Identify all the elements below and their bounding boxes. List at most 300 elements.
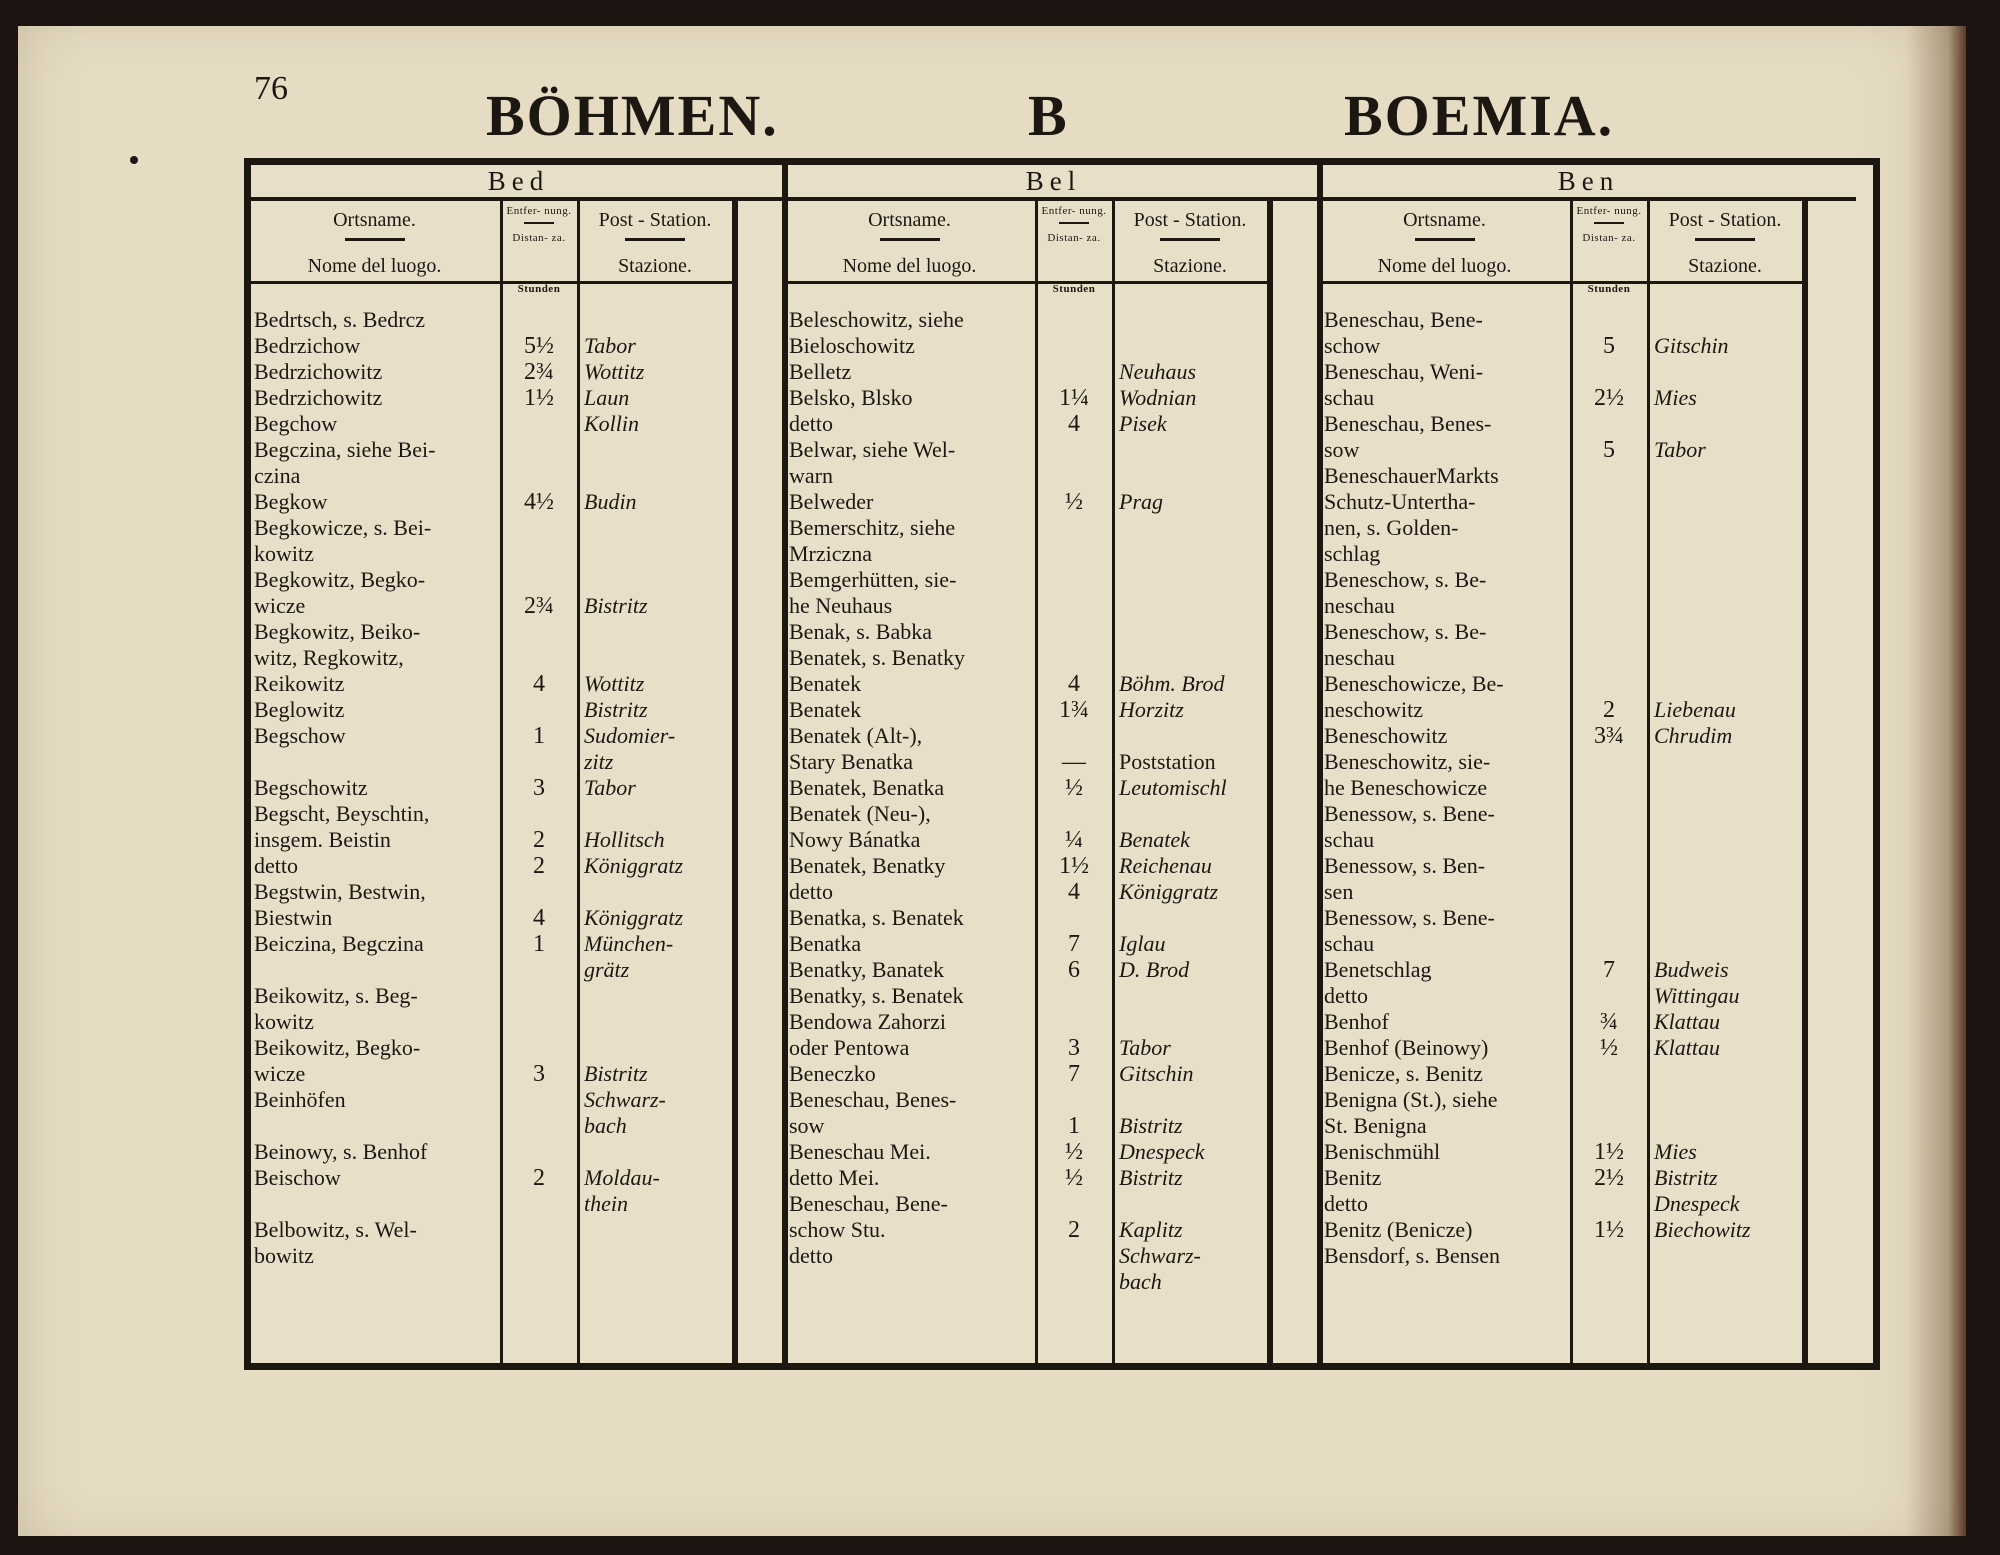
distance-value: 3 <box>1068 1035 1080 1061</box>
table-row <box>1321 1035 1856 1061</box>
table-row <box>1321 489 1856 515</box>
distance-value: 3 <box>533 1061 545 1087</box>
header-divider <box>1321 281 1804 284</box>
table-row <box>1321 463 1856 489</box>
table-row <box>251 1035 786 1061</box>
margin-dot <box>130 156 138 164</box>
post-station: Schwarz- <box>1119 1243 1201 1268</box>
column-header-top: Entfer- nung. <box>1041 205 1107 217</box>
distance-value: 2¾ <box>524 593 554 619</box>
place-name: schau <box>1324 385 1375 410</box>
table-row <box>1321 619 1856 645</box>
place-name: detto <box>254 853 298 878</box>
table-row <box>251 489 786 515</box>
distance-value: 1 <box>533 931 545 957</box>
post-station: Wottitz <box>584 671 645 696</box>
place-name: Benhof <box>1324 1009 1389 1034</box>
place-name: Bedrzichowitz <box>254 359 383 384</box>
table-row <box>1321 1113 1856 1139</box>
table-row <box>786 515 1321 541</box>
column-header-bottom: Distan- za. <box>1582 232 1636 244</box>
place-name: Beneczko <box>789 1061 876 1086</box>
place-name: Mrziczna <box>789 541 873 566</box>
column-header-bottom: Stazione. <box>1688 255 1762 277</box>
place-name: Benessow, s. Ben- <box>1324 853 1486 878</box>
table-row <box>251 983 786 1009</box>
header-rule <box>880 238 940 241</box>
place-name: Belsko, Blsko <box>789 385 913 410</box>
place-name: Beiczina, Begczina <box>254 931 424 956</box>
post-station: Wottitz <box>584 359 645 384</box>
section-title: Bed <box>251 165 786 201</box>
table-row <box>1321 931 1856 957</box>
table-row <box>251 411 786 437</box>
table-row <box>1321 333 1856 359</box>
table-rows <box>1321 307 1856 1269</box>
post-station: Bistritz <box>1654 1165 1718 1190</box>
table-row <box>1321 749 1856 775</box>
post-station: Gitschin <box>1654 333 1729 358</box>
place-name: Bemgerhütten, sie- <box>789 567 957 592</box>
post-station: bach <box>584 1113 627 1138</box>
column-header-top: Ortsname. <box>1403 209 1486 231</box>
place-name: Reikowitz <box>254 671 345 696</box>
table-row <box>251 1165 786 1191</box>
post-station: München- <box>584 931 674 956</box>
distance-value: 1½ <box>524 385 554 411</box>
table-row <box>251 1113 786 1139</box>
table-row <box>1321 1165 1856 1191</box>
table-row <box>1321 515 1856 541</box>
header-divider <box>786 281 1269 284</box>
table-row <box>251 853 786 879</box>
place-name: Bemerschitz, siehe <box>789 515 956 540</box>
column-header-bottom: Nome del luogo. <box>1377 255 1512 277</box>
table-row <box>786 1061 1321 1087</box>
place-name: Begkowitz, Begko- <box>254 567 426 592</box>
post-station: Bistritz <box>1119 1113 1183 1138</box>
distance-value: ½ <box>1065 775 1083 801</box>
post-station: Wittingau <box>1654 983 1740 1008</box>
place-name: schau <box>1324 827 1375 852</box>
place-name: Benessow, s. Bene- <box>1324 801 1495 826</box>
post-station: Pisek <box>1119 411 1167 436</box>
table-row <box>1321 359 1856 385</box>
page-number: 76 <box>254 70 288 107</box>
table-row <box>1321 1217 1856 1243</box>
place-name: sen <box>1324 879 1354 904</box>
table-row <box>786 1139 1321 1165</box>
distance-value: 4½ <box>524 489 554 515</box>
post-station: thein <box>584 1191 628 1216</box>
table-row <box>251 879 786 905</box>
distance-value: 5 <box>1603 333 1615 359</box>
place-name: Begschowitz <box>254 775 368 800</box>
table-row <box>251 931 786 957</box>
place-name: wicze <box>254 593 306 618</box>
place-name: Bieloschowitz <box>789 333 915 358</box>
place-name: Benak, s. Babka <box>789 619 932 644</box>
post-station: Tabor <box>584 333 636 358</box>
post-station: Bistritz <box>584 697 648 722</box>
table-row <box>251 1061 786 1087</box>
distance-value: ½ <box>1065 1139 1083 1165</box>
distance-value: 2 <box>1603 697 1615 723</box>
place-name: Benessow, s. Bene- <box>1324 905 1495 930</box>
column-header-top: Entfer- nung. <box>1576 205 1642 217</box>
place-name: Benicze, s. Benitz <box>1324 1061 1483 1086</box>
post-station: Königgratz <box>584 905 684 930</box>
distance-value: 2 <box>533 853 545 879</box>
place-name: Benischmühl <box>1324 1139 1441 1164</box>
place-name: sow <box>789 1113 825 1138</box>
place-name: Benatka <box>789 931 862 956</box>
place-name: kowitz <box>254 1009 314 1034</box>
table-row <box>786 333 1321 359</box>
distance-value: ½ <box>1065 489 1083 515</box>
post-station: Chrudim <box>1654 723 1733 748</box>
column-header-bottom: Distan- za. <box>1047 232 1101 244</box>
unit-label: Stunden <box>1052 283 1096 295</box>
table-row <box>1321 385 1856 411</box>
place-name: Begkow <box>254 489 328 514</box>
place-name: czina <box>254 463 301 488</box>
place-name: Beneschowitz, sie- <box>1324 749 1491 774</box>
post-station: Böhm. Brod <box>1119 671 1225 696</box>
post-station: Budin <box>584 489 637 514</box>
table-row <box>1321 801 1856 827</box>
table-row <box>1321 1009 1856 1035</box>
table-row <box>251 827 786 853</box>
place-name: he Neuhaus <box>789 593 893 618</box>
section-title: Ben <box>1321 165 1856 201</box>
post-station: Kollin <box>584 411 640 436</box>
table-row <box>1321 671 1856 697</box>
place-name: Belwar, siehe Wel- <box>789 437 956 462</box>
place-name: Nowy Bánatka <box>789 827 921 852</box>
place-name: Bensdorf, s. Bensen <box>1324 1243 1500 1268</box>
place-name: Benatek <box>789 697 862 722</box>
place-name: schau <box>1324 931 1375 956</box>
table-row <box>786 1113 1321 1139</box>
table-row <box>786 593 1321 619</box>
post-station: Mies <box>1654 385 1697 410</box>
distance-value: 5 <box>1603 437 1615 463</box>
place-name: kowitz <box>254 541 314 566</box>
column-header-top: Post - Station. <box>598 209 712 231</box>
place-name: Schutz-Untertha- <box>1324 489 1476 514</box>
distance-value: 1½ <box>1594 1139 1624 1165</box>
unit-label: Stunden <box>1587 283 1631 295</box>
table-row <box>1321 541 1856 567</box>
table-row <box>786 697 1321 723</box>
place-name: Benitz <box>1324 1165 1382 1190</box>
distance-value: 6 <box>1068 957 1080 983</box>
table-row <box>1321 437 1856 463</box>
table-row <box>251 957 786 983</box>
place-name: Benatky, s. Benatek <box>789 983 964 1008</box>
table-row <box>786 723 1321 749</box>
section-title: Bel <box>786 165 1321 201</box>
column-header <box>1038 201 1110 279</box>
place-name: Belweder <box>789 489 874 514</box>
place-name: neschowitz <box>1324 697 1423 722</box>
place-name: schlag <box>1324 541 1381 566</box>
place-name: Beleschowitz, siehe <box>789 307 964 332</box>
section-bel <box>786 165 1321 1363</box>
table-row <box>1321 307 1856 333</box>
table-row <box>251 723 786 749</box>
post-station: Laun <box>584 385 630 410</box>
place-name: detto <box>1324 1191 1368 1216</box>
place-name: Bedrzichow <box>254 333 361 358</box>
place-name: Benatek, s. Benatky <box>789 645 965 670</box>
table-row <box>251 515 786 541</box>
header-rule <box>1160 238 1220 241</box>
column-header-bottom: Nome del luogo. <box>842 255 977 277</box>
place-name: Beneschau, Benes- <box>1324 411 1492 436</box>
place-name: detto <box>1324 983 1368 1008</box>
table-row <box>1321 983 1856 1009</box>
table-row <box>786 489 1321 515</box>
table-row <box>1321 1191 1856 1217</box>
column-header-bottom: Stazione. <box>1153 255 1227 277</box>
table-row <box>1321 879 1856 905</box>
table-row <box>786 749 1321 775</box>
distance-value: 4 <box>533 905 545 931</box>
table-row <box>786 1243 1321 1269</box>
book-spine-shadow <box>1906 26 1966 1536</box>
place-name: Bedrtsch, s. Bedrcz <box>254 307 426 332</box>
place-name: Benatek, Benatky <box>789 853 946 878</box>
table-row <box>251 697 786 723</box>
place-name: BeneschauerMarkts <box>1324 463 1499 488</box>
distance-value: 1¼ <box>1059 385 1089 411</box>
table-row <box>1321 593 1856 619</box>
post-station: Horzitz <box>1119 697 1184 722</box>
place-name: sow <box>1324 437 1360 462</box>
place-name: oder Pentowa <box>789 1035 910 1060</box>
column-header <box>1573 201 1645 279</box>
place-name: Beneschau Mei. <box>789 1139 931 1164</box>
place-name: Benatek (Neu-), <box>789 801 931 826</box>
table-row <box>1321 411 1856 437</box>
column-header-bottom: Nome del luogo. <box>307 255 442 277</box>
place-name: Beneschau, Bene- <box>1324 307 1483 332</box>
table-row <box>1321 957 1856 983</box>
post-station: Leutomischl <box>1119 775 1227 800</box>
column-header <box>1650 201 1800 279</box>
table-row <box>1321 567 1856 593</box>
column-header-top: Post - Station. <box>1133 209 1247 231</box>
post-station: Dnespeck <box>1654 1191 1740 1216</box>
header-italian: BOEMIA. <box>1344 83 1615 148</box>
table-row <box>251 567 786 593</box>
table-row <box>786 541 1321 567</box>
post-station: Wodnian <box>1119 385 1197 410</box>
post-station: D. Brod <box>1119 957 1190 982</box>
header-rule <box>1415 238 1475 241</box>
distance-value: 3¾ <box>1594 723 1624 749</box>
table-row <box>786 853 1321 879</box>
table-row <box>786 775 1321 801</box>
table-row <box>251 775 786 801</box>
table-row <box>786 879 1321 905</box>
post-station: Reichenau <box>1119 853 1212 878</box>
post-station: Moldau- <box>584 1165 660 1190</box>
distance-value: 1 <box>1068 1113 1080 1139</box>
distance-value: 1½ <box>1594 1217 1624 1243</box>
place-name: Belbowitz, s. Wel- <box>254 1217 417 1242</box>
place-name: Beikowitz, Begko- <box>254 1035 421 1060</box>
header-german: BÖHMEN. <box>486 83 779 148</box>
distance-value: — <box>1062 749 1086 775</box>
table-row <box>251 359 786 385</box>
place-name: Beneschau, Weni- <box>1324 359 1484 384</box>
table-row <box>1321 1087 1856 1113</box>
table-row <box>786 359 1321 385</box>
table-row <box>1321 697 1856 723</box>
table-row <box>1321 1139 1856 1165</box>
distance-value: 2 <box>1068 1217 1080 1243</box>
table-row <box>786 1165 1321 1191</box>
place-name: Beikowitz, s. Beg- <box>254 983 418 1008</box>
distance-value: 2½ <box>1594 385 1624 411</box>
place-name: Begkowitz, Beiko- <box>254 619 421 644</box>
distance-value: 2½ <box>1594 1165 1624 1191</box>
table-row <box>786 437 1321 463</box>
table-row <box>251 1243 786 1269</box>
table-row <box>786 619 1321 645</box>
table-row <box>251 619 786 645</box>
post-station: Klattau <box>1654 1009 1721 1034</box>
table-row <box>1321 775 1856 801</box>
table-row <box>786 957 1321 983</box>
place-name: Beneschau, Benes- <box>789 1087 957 1112</box>
post-station: Bistritz <box>1119 1165 1183 1190</box>
distance-value: 7 <box>1068 1061 1080 1087</box>
header-letter: B <box>1028 83 1069 148</box>
table-row <box>1321 723 1856 749</box>
post-station: Bistritz <box>584 1061 648 1086</box>
post-station: Hollitsch <box>584 827 665 852</box>
post-station: Dnespeck <box>1119 1139 1205 1164</box>
distance-value: ¼ <box>1065 827 1083 853</box>
table-row <box>1321 1061 1856 1087</box>
place-name: insgem. Beistin <box>254 827 391 852</box>
table-row <box>251 1009 786 1035</box>
post-station: Kaplitz <box>1119 1217 1183 1242</box>
post-station: Benatek <box>1119 827 1190 852</box>
table-rows <box>786 307 1321 1295</box>
place-name: Beneschowitz <box>1324 723 1448 748</box>
unit-label: Stunden <box>517 283 561 295</box>
place-name: schow <box>1324 333 1381 358</box>
distance-value: 5½ <box>524 333 554 359</box>
column-header <box>503 201 575 279</box>
header-rule <box>625 238 685 241</box>
post-station: Poststation <box>1119 749 1216 774</box>
post-station: Tabor <box>1654 437 1706 462</box>
distance-value: 2¾ <box>524 359 554 385</box>
table-row <box>786 827 1321 853</box>
table-row <box>1321 827 1856 853</box>
place-name: Benatek, Benatka <box>789 775 945 800</box>
column-header <box>1321 201 1568 279</box>
place-name: Benigna (St.), siehe <box>1324 1087 1498 1112</box>
table-row <box>1321 1243 1856 1269</box>
distance-value: 4 <box>533 671 545 697</box>
table-row <box>1321 645 1856 671</box>
place-name: Beinowy, s. Benhof <box>254 1139 428 1164</box>
place-name: Begchow <box>254 411 338 436</box>
column-header-top: Entfer- nung. <box>506 205 572 217</box>
column-header <box>251 201 498 279</box>
post-station: Iglau <box>1119 931 1166 956</box>
header-rule <box>524 222 554 224</box>
table-row <box>251 1217 786 1243</box>
table-row <box>251 905 786 931</box>
place-name: detto Mei. <box>789 1165 880 1190</box>
gazetteer-table <box>244 158 1880 1370</box>
post-station: Sudomier- <box>584 723 676 748</box>
place-name: Belletz <box>789 359 852 384</box>
distance-value: ½ <box>1600 1035 1618 1061</box>
table-row <box>786 567 1321 593</box>
post-station: Königgratz <box>584 853 684 878</box>
place-name: Beischow <box>254 1165 341 1190</box>
section-bed <box>251 165 786 1363</box>
place-name: schow Stu. <box>789 1217 886 1242</box>
place-name: Beneschow, s. Be- <box>1324 619 1487 644</box>
place-name: Benatek <box>789 671 862 696</box>
column-header-top: Post - Station. <box>1668 209 1782 231</box>
distance-value: 1 <box>533 723 545 749</box>
place-name: Begschow <box>254 723 346 748</box>
column-header <box>786 201 1033 279</box>
table-row <box>251 801 786 827</box>
column-header-top: Ortsname. <box>333 209 416 231</box>
table-row <box>251 645 786 671</box>
place-name: detto <box>789 411 833 436</box>
place-name: nen, s. Golden- <box>1324 515 1459 540</box>
table-row <box>786 801 1321 827</box>
post-station: Budweis <box>1654 957 1729 982</box>
place-name: Biestwin <box>254 905 333 930</box>
post-station: Neuhaus <box>1119 359 1196 384</box>
table-row <box>251 749 786 775</box>
place-name: Beneschau, Bene- <box>789 1191 948 1216</box>
place-name: Beglowitz <box>254 697 345 722</box>
place-name: Benitz (Benicze) <box>1324 1217 1473 1242</box>
table-row <box>786 671 1321 697</box>
header-divider <box>251 281 734 284</box>
table-row <box>251 593 786 619</box>
table-row <box>786 931 1321 957</box>
place-name: Bedrzichowitz <box>254 385 383 410</box>
place-name: neschau <box>1324 645 1395 670</box>
place-name: detto <box>789 879 833 904</box>
distance-value: 4 <box>1068 411 1080 437</box>
table-row <box>1321 853 1856 879</box>
table-row <box>786 1009 1321 1035</box>
table-row <box>251 437 786 463</box>
table-row <box>251 541 786 567</box>
column-header-top: Ortsname. <box>868 209 951 231</box>
table-row <box>786 411 1321 437</box>
table-row <box>251 307 786 333</box>
place-name: Stary Benatka <box>789 749 914 774</box>
